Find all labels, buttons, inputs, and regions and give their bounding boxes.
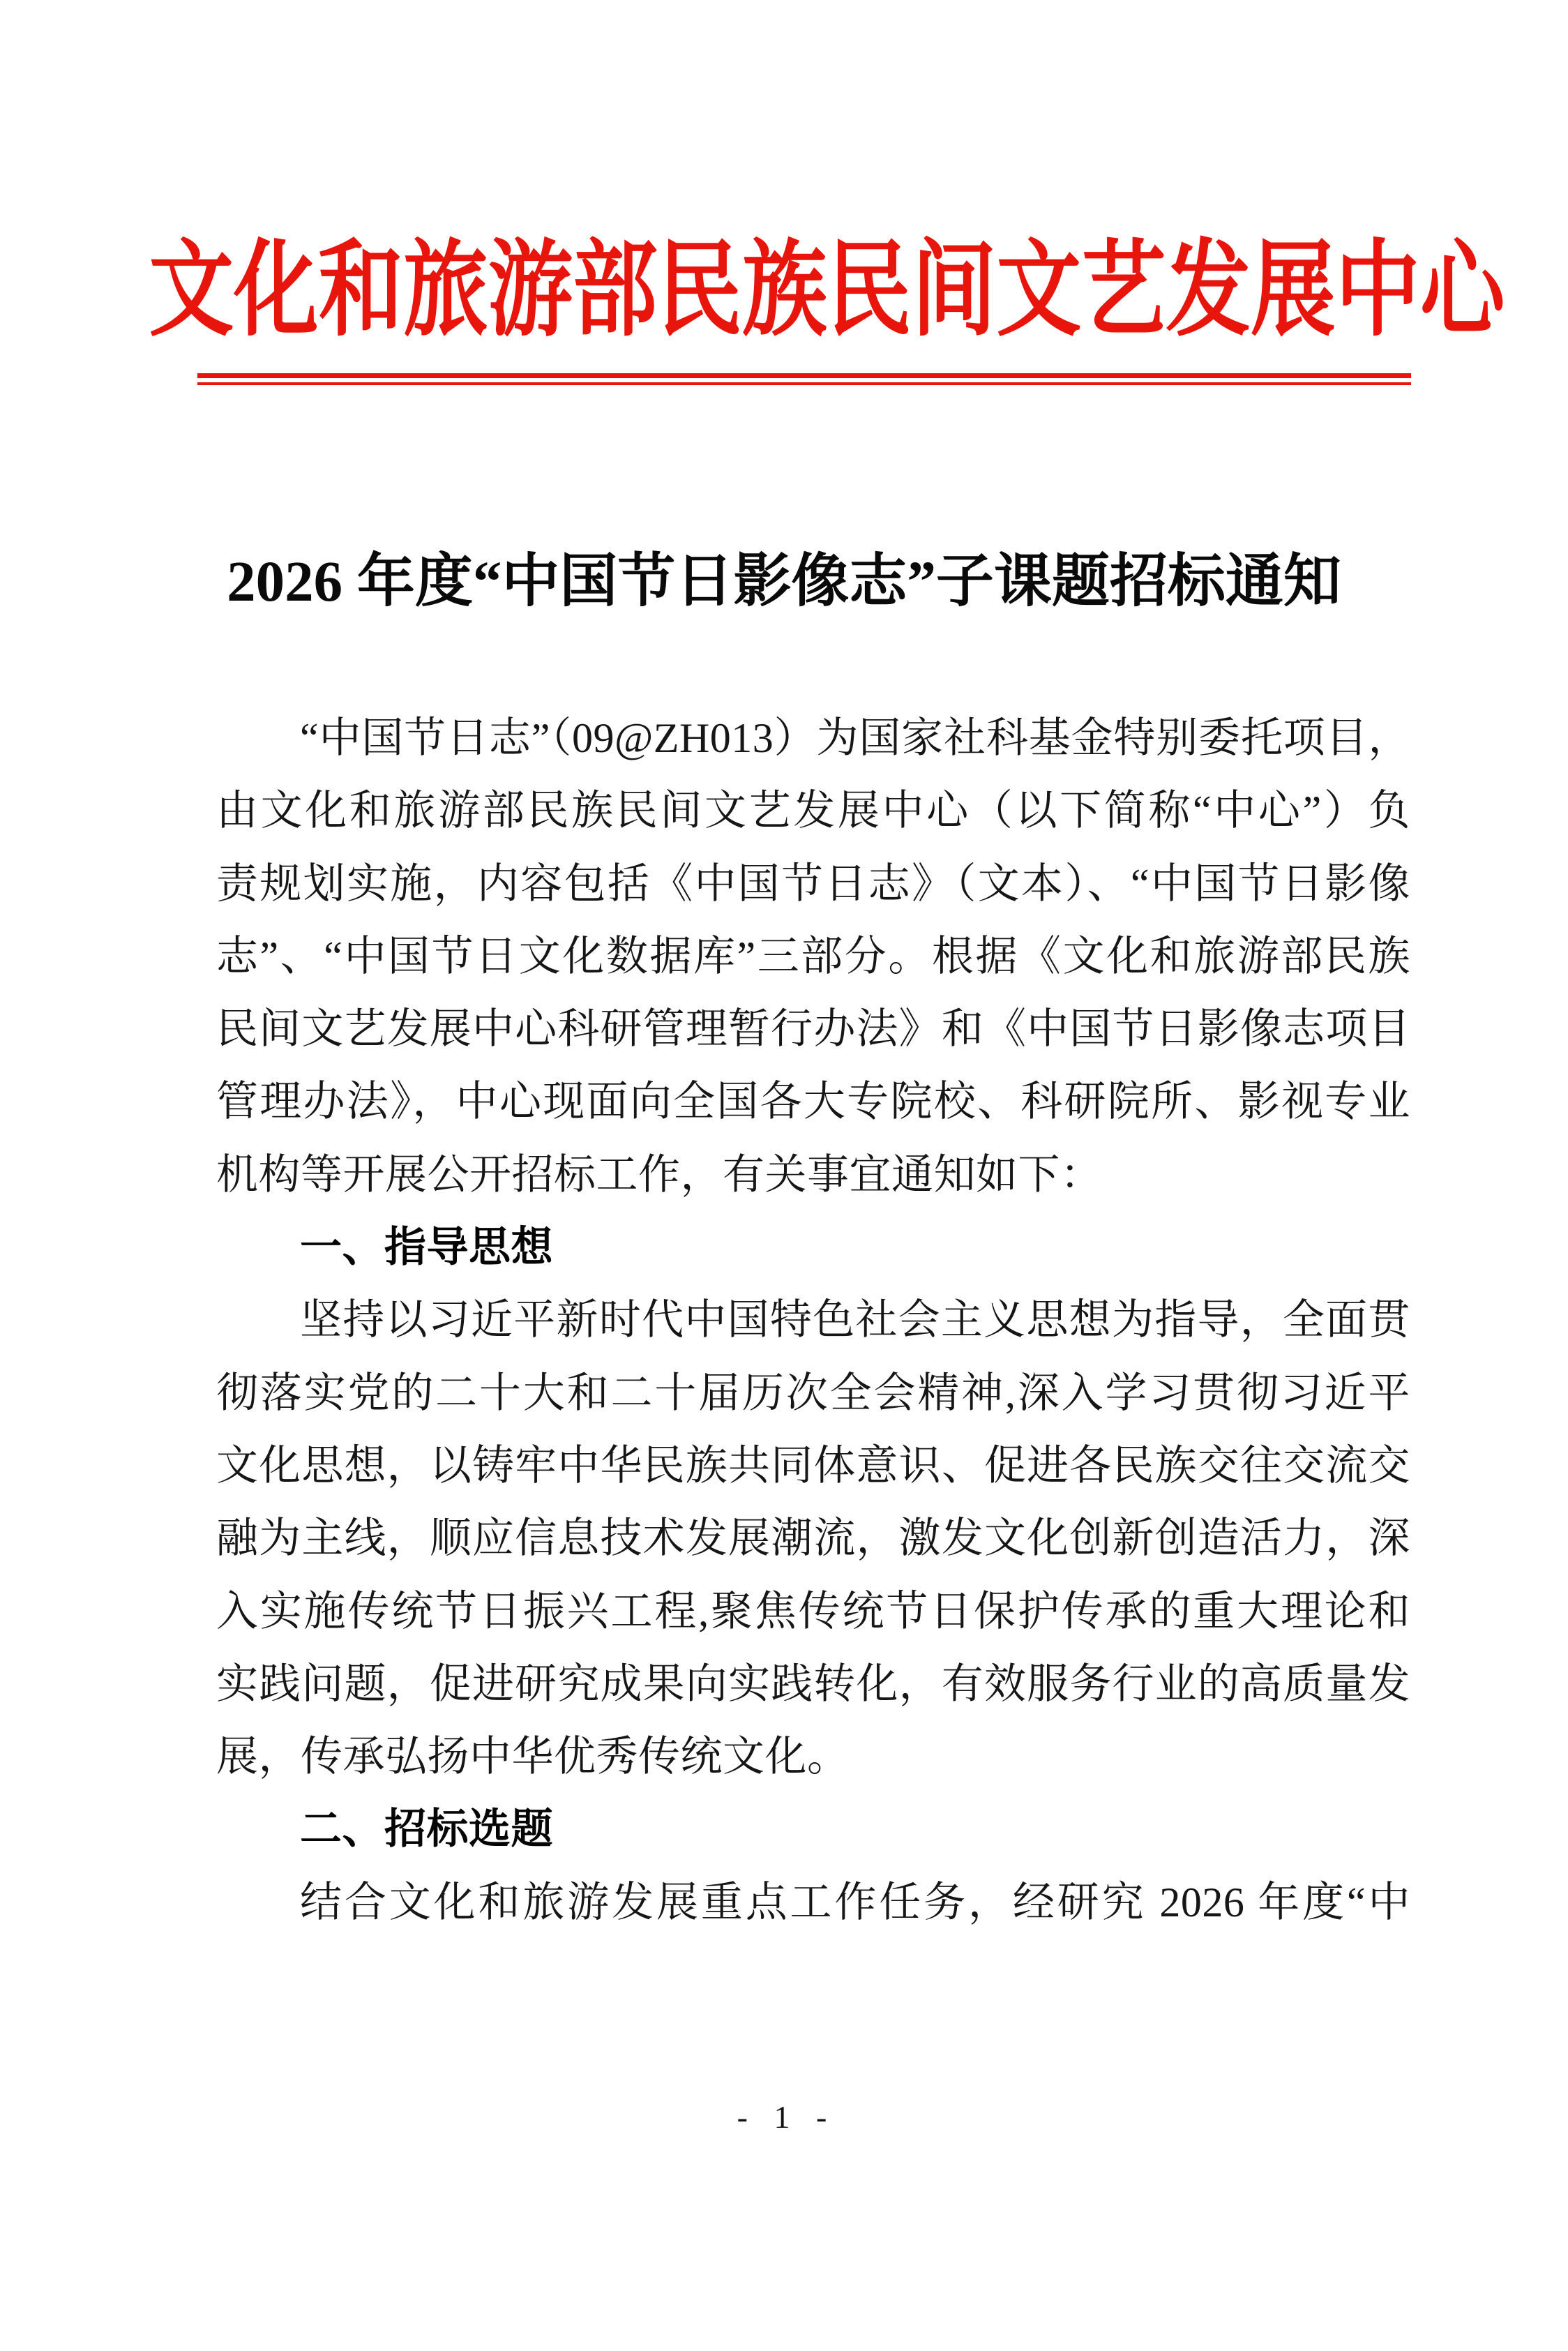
body-line: 机构等开展公开招标工作，有关事宜通知如下： [216, 1151, 1103, 1198]
section-heading-1: 一、指导思想 [300, 1224, 553, 1271]
body-line: 文化思想，以铸牢中华民族共同体意识、促进各民族交往交流交 [216, 1442, 1410, 1489]
body-line: 入实施传统节日振兴工程,聚焦传统节日保护传承的重大理论和 [216, 1588, 1410, 1635]
body-line: 彻落实党的二十大和二十届历次全会精神,深入学习贯彻习近平 [216, 1369, 1410, 1416]
letterhead-rule-bottom [197, 382, 1411, 385]
section-heading-2: 二、招标选题 [300, 1805, 553, 1853]
document-title: 2026 年度“中国节日影像志”子课题招标通知 [227, 549, 1341, 613]
body-line: 由文化和旅游部民族民间文艺发展中心（以下简称“中心”）负 [216, 788, 1410, 834]
letterhead-org-name: 文化和旅游部民族民间文艺发展中心 [149, 233, 1505, 349]
body-line: 责规划实施，内容包括《中国节日志》（文本）、“中国节日影像 [216, 860, 1410, 907]
body-line: “中国节日志”（09@ZH013）为国家社科基金特别委托项目， [300, 715, 1410, 761]
page-number: - 1 - [737, 2099, 831, 2135]
body-line: 融为主线，顺应信息技术发展潮流，激发文化创新创造活力，深 [216, 1515, 1410, 1562]
document-body [216, 702, 1410, 1939]
body-line: 实践问题，促进研究成果向实践转化，有效服务行业的高质量发 [216, 1660, 1410, 1707]
letterhead-rule-top [197, 373, 1411, 378]
body-line: 展，传承弘扬中华优秀传统文化。 [216, 1734, 850, 1780]
body-line: 坚持以习近平新时代中国特色社会主义思想为指导，全面贯 [300, 1297, 1410, 1344]
body-line: 结合文化和旅游发展重点工作任务，经研究 2026 年度“中 [300, 1879, 1410, 1925]
body-line: 志”、“中国节日文化数据库”三部分。根据《文化和旅游部民族 [216, 933, 1410, 979]
body-line: 管理办法》，中心现面向全国各大专院校、科研院所、影视专业 [216, 1079, 1410, 1125]
body-line: 民间文艺发展中心科研管理暂行办法》和《中国节日影像志项目 [216, 1006, 1410, 1053]
